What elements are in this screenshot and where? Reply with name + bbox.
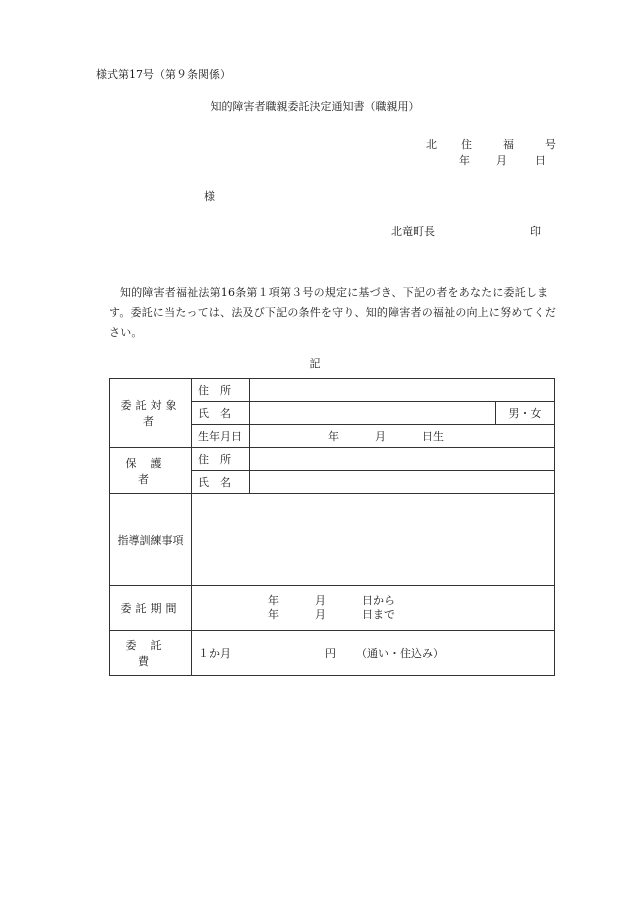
subject-address-label: 住 所 [192, 379, 250, 402]
guardian-name-field[interactable] [250, 471, 555, 494]
guardian-heading: 保護者 [110, 448, 192, 494]
reference-number-line [426, 136, 556, 152]
birth-day: 日生 [422, 430, 444, 443]
fee-heading: 委託費 [110, 631, 192, 676]
period-from-year: 年 [268, 594, 279, 607]
form-number: 様式第17号（第９条関係） [96, 68, 231, 81]
period-heading: 委託期間 [110, 586, 192, 631]
table-row [110, 586, 555, 631]
table-row [110, 494, 555, 586]
reference-date-line [459, 152, 546, 168]
guardian-address-field[interactable] [250, 448, 555, 471]
period-field[interactable] [192, 586, 555, 631]
birth-year: 年 [328, 430, 339, 443]
ref-day: 日 [535, 154, 546, 167]
birth-month: 月 [375, 430, 386, 443]
ref-go: 号 [545, 138, 556, 151]
period-to-year: 年 [268, 608, 279, 621]
fee-note: （通い・住込み） [356, 647, 444, 660]
birthdate-field[interactable] [250, 425, 555, 448]
ref-year: 年 [459, 154, 470, 167]
ki-heading: 記 [309, 357, 321, 370]
period-to-day: 日まで [362, 608, 395, 621]
period-from-month: 月 [315, 594, 326, 607]
subject-name-field[interactable] [250, 402, 496, 425]
subject-address-field[interactable] [250, 379, 555, 402]
table-row [110, 379, 555, 402]
ref-month: 月 [496, 154, 507, 167]
guardian-address-label: 住 所 [192, 448, 250, 471]
issuer-name: 北竜町長 [391, 225, 435, 238]
ref-fuku: 福 [503, 138, 514, 151]
fee-yen: 円 [325, 647, 336, 660]
subject-heading: 委託対象者 [110, 379, 192, 448]
fee-per-month: １か月 [198, 647, 231, 660]
subject-name-label: 氏 名 [192, 402, 250, 425]
body-paragraph: 知的障害者福祉法第16条第１項第３号の規定に基づき、下記の者をあなたに委託します。委託に当たっては、法及び下記の条件を守り、知的障害者の福祉の向上に努めてください。 [109, 286, 557, 339]
ref-prefix: 北 [426, 138, 437, 151]
period-to-month: 月 [315, 608, 326, 621]
ref-ju: 住 [461, 138, 472, 151]
table-row [110, 631, 555, 676]
period-from-day: 日から [362, 594, 395, 607]
table-row [110, 448, 555, 471]
seal-mark: 印 [530, 225, 541, 238]
document-title: 知的障害者職親委託決定通知書（職親用） [210, 100, 420, 113]
addressee-honorific: 様 [204, 190, 215, 203]
guidance-heading: 指導訓練事項 [110, 494, 192, 586]
birthdate-label: 生年月日 [192, 425, 250, 448]
guardian-name-label: 氏 名 [192, 471, 250, 494]
fee-field[interactable] [192, 631, 555, 676]
gender-field[interactable]: 男・女 [496, 402, 555, 425]
delegation-table [109, 378, 555, 676]
guidance-field[interactable] [192, 494, 555, 586]
